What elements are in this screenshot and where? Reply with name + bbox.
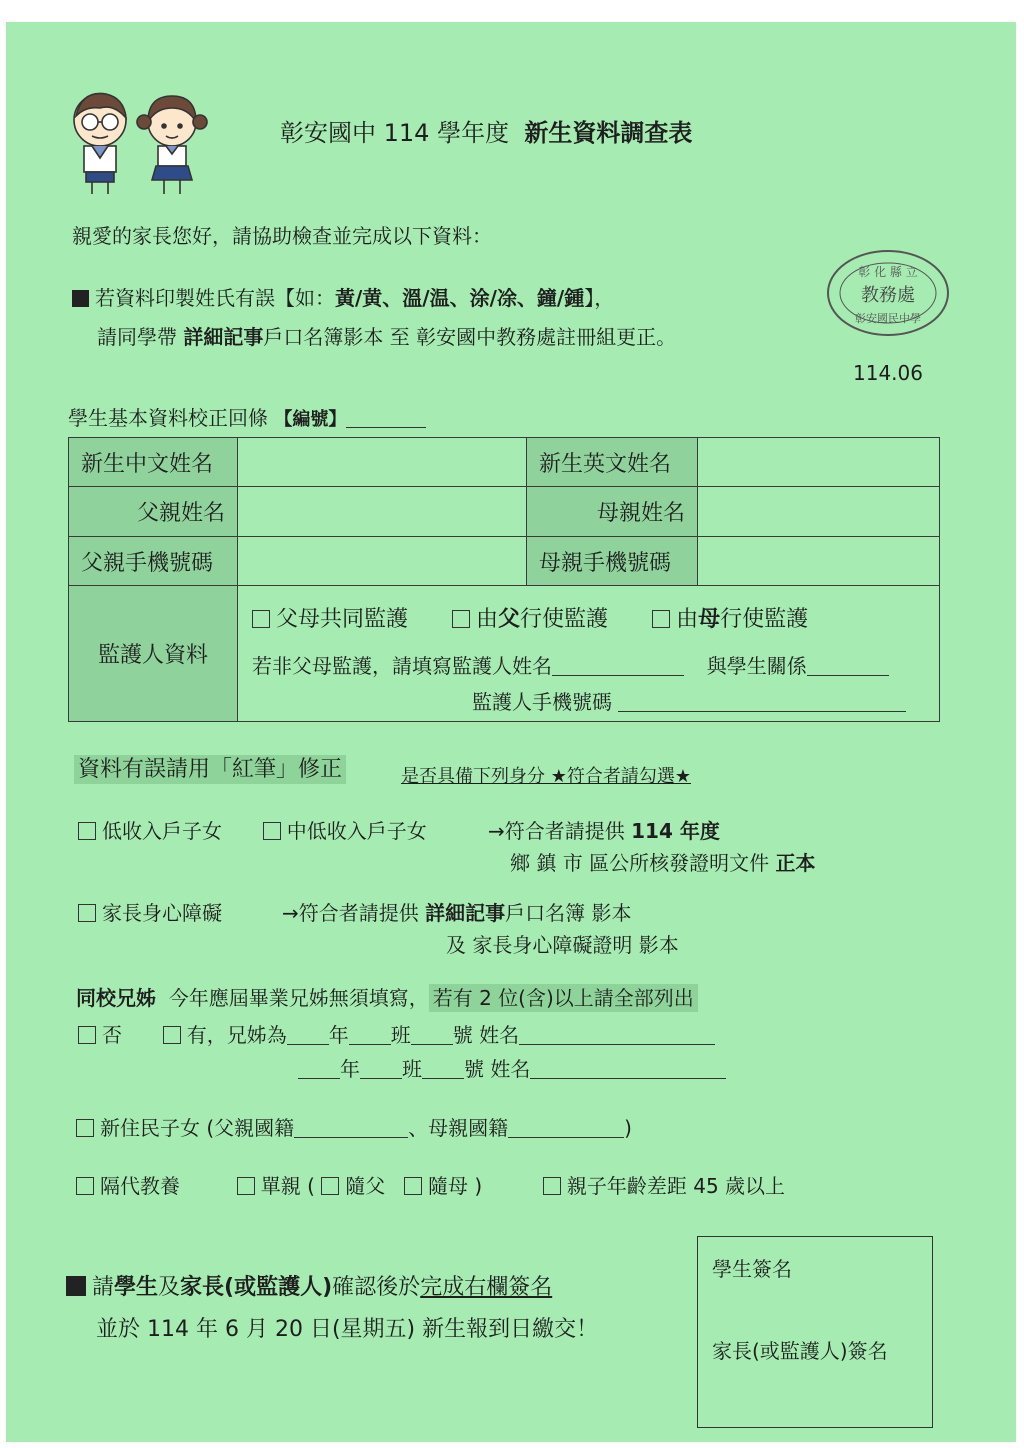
student-signature-field[interactable]	[706, 1281, 922, 1331]
checkbox-mid-low-income[interactable]	[263, 822, 281, 840]
checkbox-with-father[interactable]	[321, 1177, 339, 1195]
sibling2-seat-field[interactable]	[422, 1060, 464, 1079]
low-income-options: 低收入戶子女 中低收入戶子女	[78, 815, 427, 844]
checkbox-grandparent-raising[interactable]	[76, 1177, 94, 1195]
office-seal-stamp	[825, 248, 951, 338]
student-signature-label: 學生簽名	[712, 1257, 792, 1281]
guardian-phone-line: 監護人手機號碼	[472, 686, 906, 715]
label-mother-phone: 母親手機號碼	[527, 537, 698, 586]
greeting: 親愛的家長您好，請協助檢查並完成以下資料：	[72, 224, 492, 248]
father-phone-field[interactable]	[238, 537, 527, 586]
new-resident-option: 新住民子女 (父親國籍 、母親國籍 )	[76, 1112, 632, 1141]
label-student-chinese-name: 新生中文姓名	[69, 438, 238, 487]
signature-instruction: 請學生及家長(或監護人)確認後於完成右欄簽名	[66, 1270, 552, 1301]
sibling1-class-field[interactable]	[349, 1026, 391, 1045]
siblings-row1: 否 有，兄姊為 年 班 號 姓名	[78, 1019, 715, 1048]
label-father-phone: 父親手機號碼	[69, 537, 238, 586]
siblings-row2: 年 班 號 姓名	[298, 1053, 726, 1082]
section-title: 學生基本資料校正回條 【編號】	[68, 402, 426, 431]
sibling2-grade-field[interactable]	[298, 1060, 340, 1079]
disability-requirement-line1: →符合者請提供 詳細記事戶口名簿 影本	[282, 901, 632, 925]
black-square-icon	[72, 290, 89, 307]
svg-text:彰 化 縣 立: 彰 化 縣 立	[858, 265, 918, 279]
basic-info-table	[68, 437, 940, 722]
sibling2-name-field[interactable]	[530, 1060, 726, 1079]
checkbox-new-resident[interactable]	[76, 1119, 94, 1137]
guardian-name-line: 若非父母監護，請填寫監護人姓名 與學生關係	[252, 650, 889, 679]
checkbox-parent-disability[interactable]	[78, 904, 96, 922]
checkbox-mother-custody[interactable]	[652, 610, 670, 628]
parent-signature-label: 家長(或監護人)簽名	[712, 1339, 888, 1363]
red-pen-correction-note: 資料有誤請用「紅筆」修正	[74, 752, 346, 783]
checkbox-joint-custody[interactable]	[252, 610, 270, 628]
sibling1-seat-field[interactable]	[411, 1026, 453, 1045]
siblings-heading: 同校兄姊 今年應屆畢業兄姊無須填寫， 若有 2 位(含)以上請全部列出	[76, 982, 698, 1011]
checkbox-no-sibling[interactable]	[78, 1026, 96, 1044]
mother-phone-field[interactable]	[698, 537, 940, 586]
surname-notice-line1: 若資料印製姓氏有誤【如：黃/黄、溫/温、涂/凃、鐘/鍾】，	[72, 282, 614, 311]
student-english-name-field[interactable]	[698, 438, 940, 487]
student-chinese-name-field[interactable]	[238, 438, 527, 487]
guardian-relation-field[interactable]	[807, 657, 889, 676]
checkbox-with-mother[interactable]	[404, 1177, 422, 1195]
income-requirement-line1: →符合者請提供 114 年度	[488, 819, 720, 843]
checkbox-age-gap[interactable]	[543, 1177, 561, 1195]
submission-deadline: 並於 114 年 6 月 20 日(星期五) 新生報到日繳交！	[96, 1317, 599, 1342]
label-guardian-info: 監護人資料	[69, 586, 238, 722]
students-illustration-icon	[62, 88, 222, 198]
label-mother-name: 母親姓名	[527, 487, 698, 537]
identity-question: 是否具備下列身分 ★符合者請勾選★	[401, 766, 691, 787]
page-title: 彰安國中 114 學年度 新生資料調查表	[280, 119, 693, 147]
serial-number-field[interactable]	[346, 409, 426, 428]
form-version-date: 114.06	[853, 361, 923, 385]
parent-disability-option: 家長身心障礙	[78, 897, 222, 926]
black-square-icon	[66, 1276, 86, 1296]
surname-notice-line2: 請同學帶 詳細記事戶口名簿影本 至 彰安國中教務處註冊組更正。	[97, 325, 677, 349]
parent-signature-field[interactable]	[706, 1365, 922, 1419]
label-father-name: 父親姓名	[69, 487, 238, 537]
sibling1-grade-field[interactable]	[287, 1026, 329, 1045]
father-name-field[interactable]	[238, 487, 527, 537]
guardian-info-cell	[238, 586, 940, 722]
mother-name-field[interactable]	[698, 487, 940, 537]
disability-requirement-line2: 及 家長身心障礙證明 影本	[446, 933, 679, 957]
sibling2-class-field[interactable]	[360, 1060, 402, 1079]
checkbox-single-parent[interactable]	[237, 1177, 255, 1195]
svg-text:教務處: 教務處	[861, 285, 915, 306]
label-student-english-name: 新生英文姓名	[527, 438, 698, 487]
svg-text:彰安國民中學: 彰安國民中學	[855, 312, 921, 325]
signature-box	[697, 1236, 933, 1428]
guardian-name-field[interactable]	[552, 657, 684, 676]
guardian-options: 父母共同監護 由父行使監護 由母行使監護	[252, 602, 808, 633]
checkbox-father-custody[interactable]	[452, 610, 470, 628]
sibling1-name-field[interactable]	[519, 1026, 715, 1045]
family-status-options: 隔代教養 單親 ( 隨父 隨母 ) 親子年齡差距 45 歲以上	[76, 1170, 785, 1199]
checkbox-has-sibling[interactable]	[163, 1026, 181, 1044]
checkbox-low-income[interactable]	[78, 822, 96, 840]
father-nationality-field[interactable]	[294, 1119, 408, 1138]
income-requirement-line2: 鄉 鎮 市 區公所核發證明文件 正本	[510, 851, 816, 875]
guardian-phone-field[interactable]	[618, 693, 906, 712]
mother-nationality-field[interactable]	[508, 1119, 624, 1138]
